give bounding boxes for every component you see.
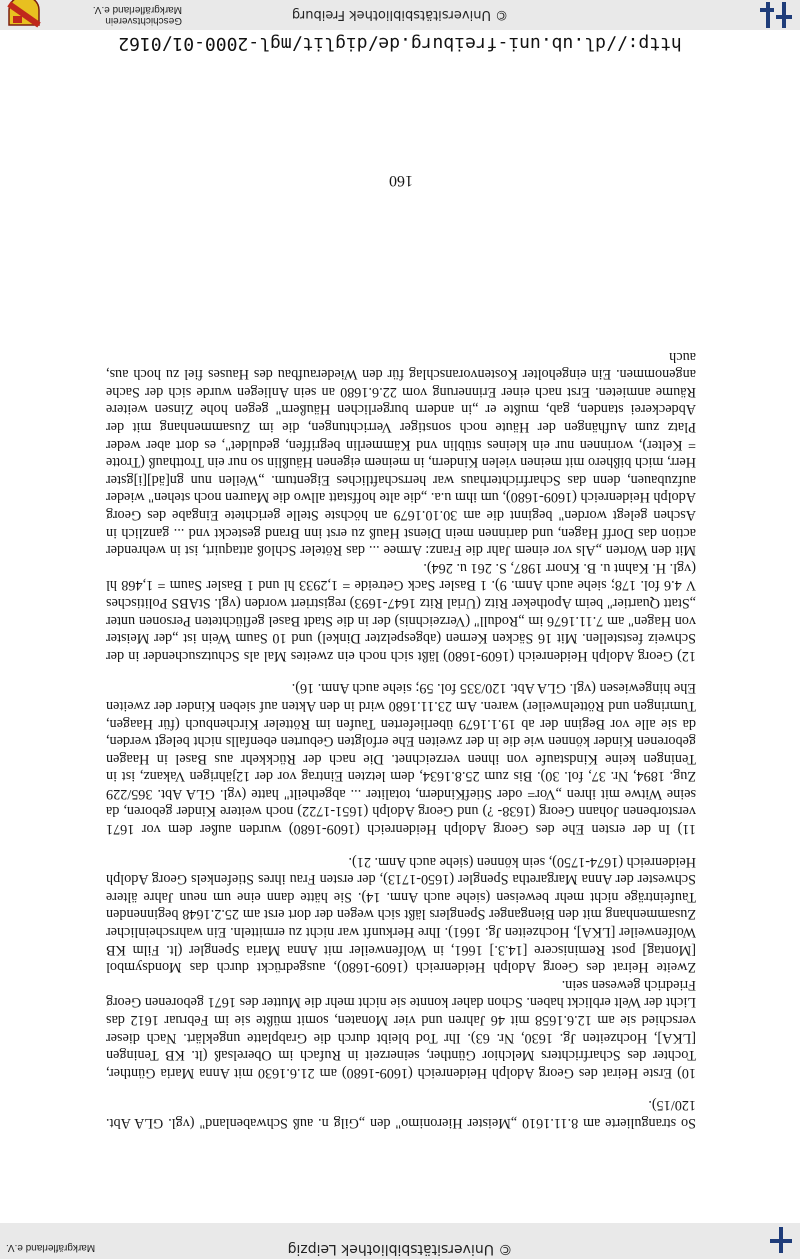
page-body bbox=[106, 347, 696, 1131]
sponsor-line-2: Markgräflerland e.V. bbox=[92, 4, 182, 15]
sponsor-text bbox=[52, 4, 182, 26]
permalink-url[interactable]: http://dl.ub.uni-freiburg.de/diglit/mgl-2000-01/0162 bbox=[118, 33, 682, 54]
sponsor-logo bbox=[4, 1219, 96, 1259]
top-banner bbox=[0, 1223, 800, 1259]
note-11: 11) In der ersten Ehe des Georg Adolph Heidenreich (1609-1680) wurden außer dem vor 1671 verstorbenen Johann Georg (1638- ?) und Georg Adolph (1651-1722) noch weitere Kinder geboren, da seine Witwe mit ihren „Vor= oder StiefKindern, totaliter ... abgetheilt" hatte (vgl. GLA Abt. 365/229 Zug. 1894, Nr. 37, fol. 30). Bis zum 25.8.1634, dem letzten Eintrag vor der 12jährigen Vakanz, ist in Teningen keine Kindstaufe von ihnen verzeichnet. Die nach der Rückkehr aus Basel in Haagen geborenen Kinder können wie die in der zweiten Ehe erfolgten Geburten ebenfalls nicht belegt werden, da sie alle vor Beginn der ab 19.1.1679 überlieferten Taufen im Rötteler Kirchenbuch (für Haagen, Tumringen und Röttelnweiler) waren. Am 23.11.1680 wird in den Akten auf sieben Kinder der zweiten Ehe hingewiesen (vgl. GLA Abt. 120/335 fol. 59; siehe auch Anm. 16). bbox=[106, 680, 696, 838]
note-12: 12) Georg Adolph Heidenreich (1609-1680) läßt sich noch ein zweites Mal als Schutzsuchender in der Schweiz feststellen. Mit 16 Säcken Kernen (abgespelzter Dinkel) und 10 Saum Wein ist „der Meister von Hagen" am 7.11.1676 im „Rodull" (Verzeichnis) der in die Stadt Basel geflüchteten Personen unter „Statt Quartier" beim Apotheker Ritz (Urial Ritz 1647-1693) registriert worden (vgl. StABS Politisches V 4.6 fol. 178; siehe auch Anm. 9). 1 Basler Sack Getreide = 1,2933 hl und 1 Basler Saum = 1,468 hl (vgl. H. Kahnt u. B. Knorr 1987, S. 261 u. 264). bbox=[106, 559, 696, 664]
page-number: 160 bbox=[389, 172, 413, 189]
bottom-banner-text: © Universitätsbibliothek Freiburg bbox=[291, 7, 509, 22]
note-12-continued: Mit den Worten „Als vor einem Jahr die Franz: Armee ... das Röteler Schloß attaquirt, ist in wehrender action das Dorff Hagen, und darinnen mein Dienst Hauß zu erst inn Brand gesteckt vnd ... ganzlich in Aschen gelegt worden" beginnt die am 30.10.1679 an höchste Stelle gerichtete Eingabe des Georg Adolph Heidenreich (1609-1680), um ihm u.a. „die alte hoffstatt allwo die Mauren noch stehen" wieder aufzubauen, denn das Scharfrichterhaus war herrschaftliches Eigentum. „Weilen nun gn[äd][i]gster Herr, mich bißhero mit meinen vielen Kindern, in meinem eigenen Häußlin so nur ein Trotthauß (Trotte = Kelter), worinnen nur ein kleines stüblin vnd Kämmerlin begriffen, geduldet", es dort aber weder Platz zum Aufhängen der Häute noch sonstiger Verrichtungen, die im Zusammenhang mit der Abdeckerei standen, gab, mußte er „in andern burgerlichen Häußern" gegen hohe Zinsen weitere Räume anmieten. Erst nach einer Erinnerung vom 22.6.1680 an sein Anliegen wurde sich der Sache angenommen. Ein eingeholter Kostenvoranschlag für den Wiederaufbau des Hauses fiel zu hoch aus, auch bbox=[106, 348, 696, 559]
sponsor-label: Markgräflerland e.V. bbox=[6, 1242, 96, 1253]
bottom-banner bbox=[0, 0, 800, 30]
top-banner-text: © Universitätsbibliothek Leipzig bbox=[287, 1241, 513, 1257]
sponsor-line-1: Geschichtsverein bbox=[105, 15, 182, 26]
note-10: 10) Erste Heirat des Georg Adolph Heidenreich (1609-1680) am 21.6.1630 mit Anna Maria Günther, Tochter des Scharfrichters Melchior Günther, seinerzeit in Rufach im Oberelsaß (lt. KB Teningen [LKA], Hochzeiten Jg. 1630, Nr. 63). Ihr Tod bleibt durch die Grabplatte ungeklärt. Nach dieser verschied sie am 12.6.1658 mit 46 Jahren und vier Monaten, somit müßte sie im Februar 1612 das Licht der Welt erblickt haben. Schon daher konnte sie nicht mehr die Mutter des 1671 geborenen Georg Friedrich gewesen sein. bbox=[106, 976, 696, 1081]
note-10-continued: Zweite Heirat des Georg Adolph Heidenreich (1609-1680), ausgedrückt durch das Mondsymbol [Montag] post Reminiscere [14.3.] 1661, in Wolfenweiler mit Anna Maria Spengler (lt. Film KB Wolfenweiler [LKA], Hochzeiten Jg. 1661). Ihre Herkunft war nicht zu ermitteln. Ein wahrscheinlicher Zusammenhang mit den Bienganger Spenglers läßt sich wegen der dort erst am 25.2.1648 beginnenden Taufeinträge nicht mehr beweisen (siehe auch Anm. 14). Sie hätte dann eine um neun Jahre ältere Schwester der Anna Margaretha Spengler (1650-1713), der ersten Frau ihres Stiefenkels Georg Adolph Heidenreich (1674-1750), sein können (siehe auch Anm. 21). bbox=[106, 853, 696, 976]
continuation-paragraph: So strangulierte am 8.11.1610 „Meister Hieronimo" den „Gilg n. auß Schwabenland" (vgl. GLA Abt. 120/15). bbox=[106, 1097, 696, 1131]
coat-of-arms-icon bbox=[6, 0, 42, 28]
